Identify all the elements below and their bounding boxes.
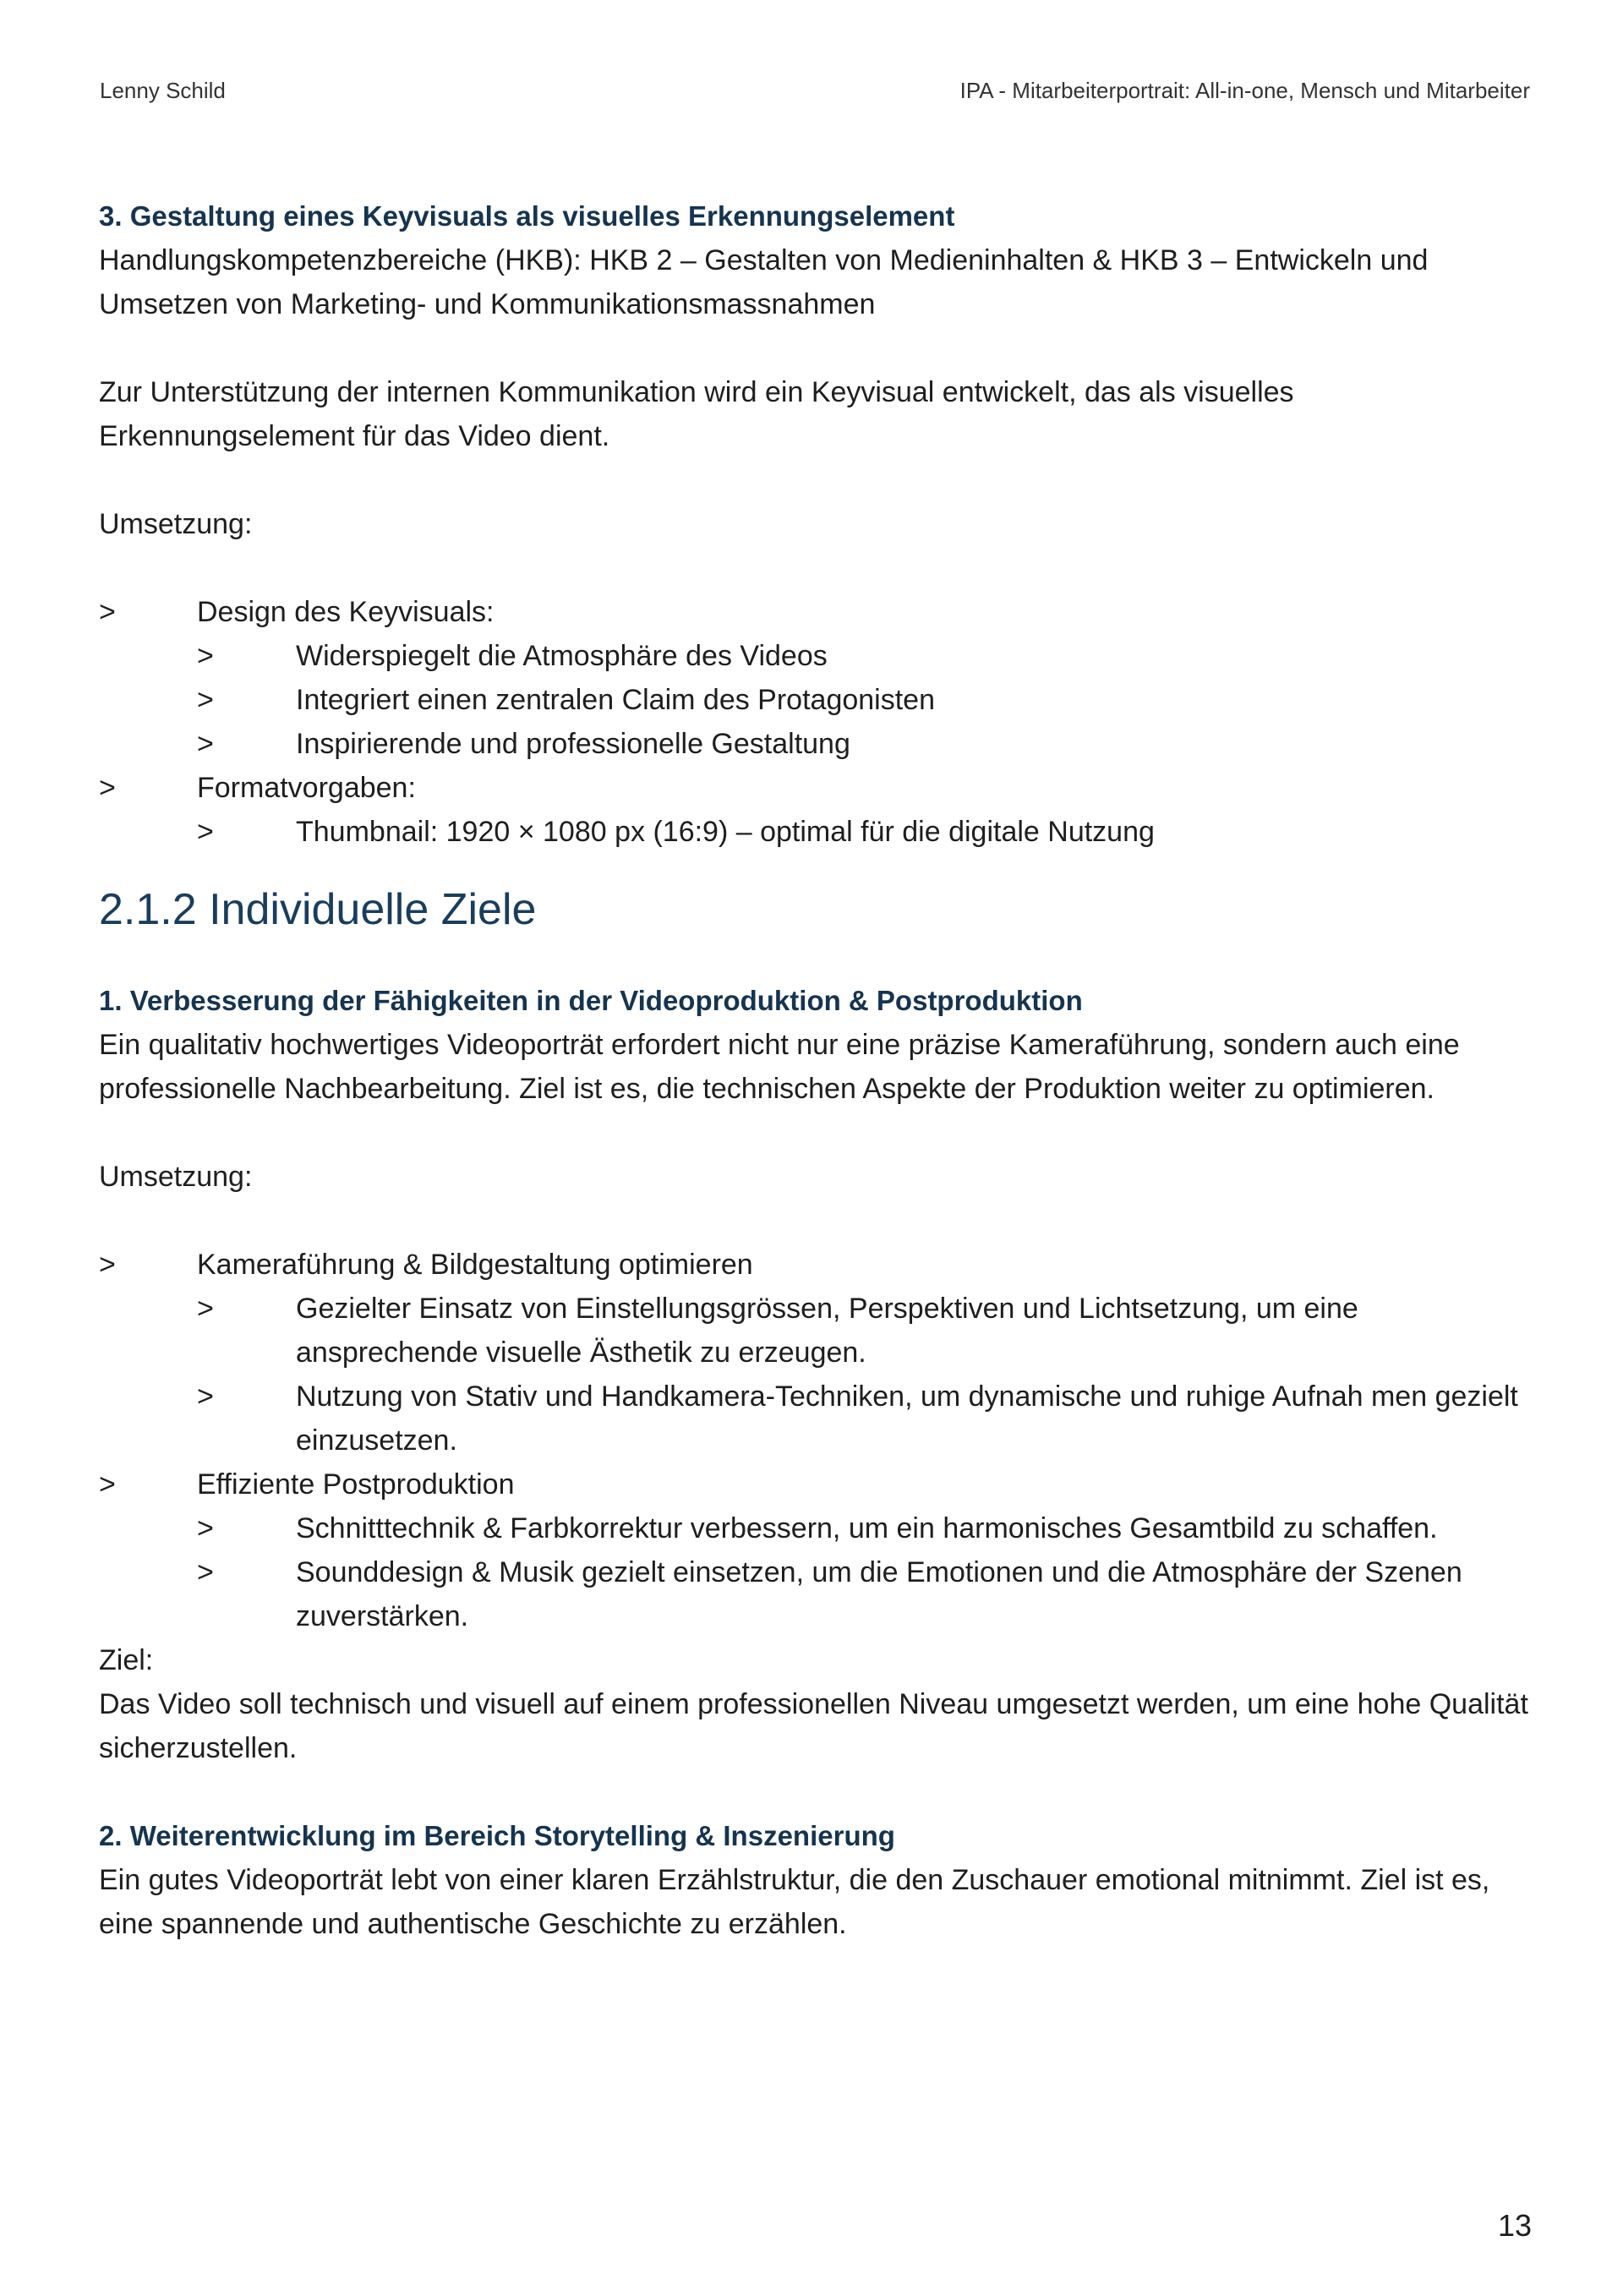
bullet-marker: > bbox=[197, 816, 214, 848]
bullet-marker: > bbox=[99, 596, 116, 628]
list-item bbox=[99, 1462, 1536, 1506]
section3-umsetzung-label: Umsetzung: bbox=[99, 508, 253, 540]
section-heading-individual-goals: 2.1.2 Individuelle Ziele bbox=[99, 885, 537, 934]
bullet-marker: > bbox=[99, 1468, 116, 1501]
list-item bbox=[99, 766, 1536, 810]
sub-list-item-text: Widerspiegelt die Atmosphäre des Videos bbox=[296, 640, 828, 672]
section3-hkb-text: Handlungskompetenzbereiche (HKB): HKB 2 – Gestalten von Medieninhalten & HKB 3 – Entwickeln und Umsetzen von Marketing- und Kommunikationsmassnahmen bbox=[99, 244, 1429, 320]
spacer bbox=[99, 1199, 1536, 1243]
section3-heading: 3. Gestaltung eines Keyvisuals als visuelles Erkennungselement bbox=[99, 200, 955, 232]
section3-bullet-list bbox=[99, 590, 1536, 854]
bullet-marker: > bbox=[197, 640, 214, 672]
goal1-umsetzung-label: Umsetzung: bbox=[99, 1161, 253, 1193]
goal1-ziel-label: Ziel: bbox=[99, 1644, 154, 1676]
list-item-text: Design des Keyvisuals: bbox=[197, 596, 495, 628]
header-author: Lenny Schild bbox=[100, 78, 226, 103]
list-item-text: Formatvorgaben: bbox=[197, 772, 416, 804]
spacer bbox=[99, 546, 1536, 590]
sub-list-item bbox=[99, 1375, 1536, 1462]
bullet-marker: > bbox=[197, 1293, 214, 1325]
sub-list-item-text: Inspirierende und professionelle Gestaltung bbox=[296, 728, 850, 760]
spacer bbox=[99, 940, 1536, 979]
bullet-marker: > bbox=[99, 772, 116, 804]
bullet-marker: > bbox=[99, 1249, 116, 1281]
section3-intro: Zur Unterstützung der internen Kommunikation wird ein Keyvisual entwickelt, das als visuelles Erkennungselement für das Video dient. bbox=[99, 376, 1294, 452]
sub-list-item bbox=[99, 1287, 1536, 1375]
sub-list-item-text: Integriert einen zentralen Claim des Protagonisten bbox=[296, 684, 935, 716]
header-document-title: IPA - Mitarbeiterportrait: All-in-one, Mensch und Mitarbeiter bbox=[959, 78, 1530, 103]
list-item-text: Effiziente Postproduktion bbox=[197, 1468, 515, 1501]
bullet-marker: > bbox=[197, 728, 214, 760]
list-item bbox=[99, 1243, 1536, 1287]
page-content bbox=[99, 194, 1536, 1946]
spacer bbox=[99, 326, 1536, 370]
spacer bbox=[99, 1770, 1536, 1814]
goal1-intro: Ein qualitativ hochwertiges Videoporträt erfordert nicht nur eine präzise Kameraführung, sondern auch eine professionelle Nachbearbeitung. Ziel ist es, die technischen Aspekte der Produktion weiter zu optimieren. bbox=[99, 1029, 1460, 1105]
goal1-ziel-text: Das Video soll technisch und visuell auf einem professionellen Niveau umgesetzt werden, um eine hohe Qualität sicherzustellen. bbox=[99, 1688, 1528, 1764]
page-number: 13 bbox=[1497, 2208, 1532, 2243]
bullet-marker: > bbox=[197, 684, 214, 716]
bullet-marker: > bbox=[197, 1512, 214, 1544]
sub-list-item bbox=[99, 722, 1536, 766]
bullet-marker: > bbox=[197, 1556, 214, 1588]
sub-list-item bbox=[99, 634, 1536, 678]
sub-list-item-text: Nutzung von Stativ und Handkamera-Techniken, um dynamische und ruhige Aufnah men gezielt einzusetzen. bbox=[296, 1380, 1518, 1457]
bullet-marker: > bbox=[197, 1380, 214, 1413]
sub-list-item bbox=[99, 678, 1536, 722]
spacer bbox=[99, 854, 1536, 879]
goal1-bullet-list bbox=[99, 1243, 1536, 1638]
list-item bbox=[99, 590, 1536, 634]
goal2-intro: Ein gutes Videoporträt lebt von einer klaren Erzählstruktur, die den Zuschauer emotional mitnimmt. Ziel ist es, eine spannende und authentische Geschichte zu erzählen. bbox=[99, 1864, 1490, 1940]
sub-list-item bbox=[99, 810, 1536, 854]
sub-list-item-text: Schnitttechnik & Farbkorrektur verbessern, um ein harmonisches Gesamtbild zu schaffen. bbox=[296, 1512, 1438, 1544]
spacer bbox=[99, 458, 1536, 502]
sub-list-item bbox=[99, 1506, 1536, 1550]
goal1-heading: 1. Verbesserung der Fähigkeiten in der Videoproduktion & Postproduktion bbox=[99, 985, 1083, 1016]
goal2-heading: 2. Weiterentwicklung im Bereich Storytelling & Inszenierung bbox=[99, 1820, 895, 1851]
spacer bbox=[99, 1111, 1536, 1155]
sub-list-item-text: Sounddesign & Musik gezielt einsetzen, um die Emotionen und die Atmosphäre der Szenen zuverstärken. bbox=[296, 1556, 1462, 1632]
list-item-text: Kameraführung & Bildgestaltung optimieren bbox=[197, 1249, 753, 1281]
sub-list-item-text: Gezielter Einsatz von Einstellungsgrössen, Perspektiven und Lichtsetzung, um eine ansprechende visuelle Ästhetik zu erzeugen. bbox=[296, 1293, 1358, 1369]
sub-list-item bbox=[99, 1550, 1536, 1638]
sub-list-item-text: Thumbnail: 1920 × 1080 px (16:9) – optimal für die digitale Nutzung bbox=[296, 816, 1155, 848]
